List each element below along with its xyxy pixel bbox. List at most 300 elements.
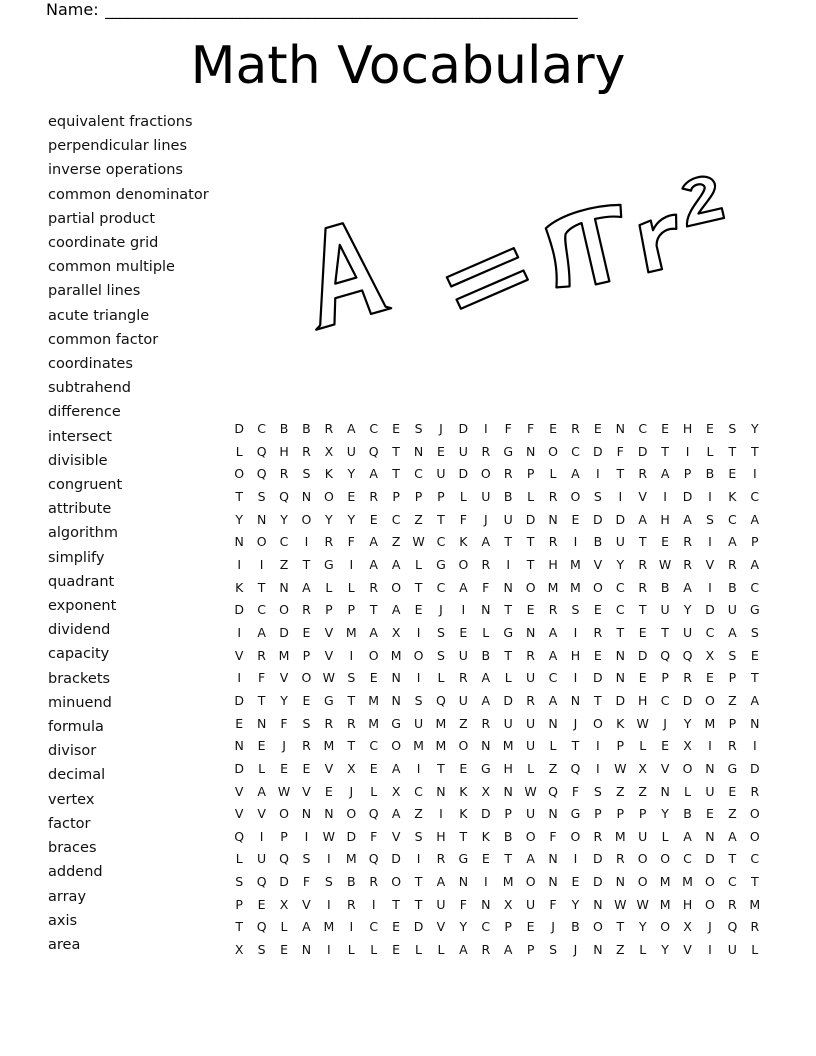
grid-cell: A [503, 942, 513, 958]
grid-cell: V [324, 647, 334, 663]
grid-cell: I [708, 942, 712, 958]
grid-cell: T [414, 579, 423, 595]
grid-cell: R [728, 556, 737, 572]
grid-cell: I [349, 647, 354, 663]
grid-cell: R [593, 624, 603, 640]
grid-cell: C [369, 421, 379, 436]
grid-cell: I [663, 488, 667, 504]
grid-cell: P [594, 806, 602, 822]
grid-cell: V [234, 806, 244, 822]
grid-cell: S [571, 602, 580, 618]
grid-cell: A [728, 534, 737, 550]
grid-cell: I [416, 851, 421, 867]
grid-cell: T [437, 760, 445, 776]
word-list-item: axis [48, 912, 78, 929]
grid-cell: E [436, 443, 445, 459]
grid-cell: X [391, 624, 401, 640]
grid-cell: I [461, 602, 466, 618]
word-list-item: quadrant [48, 573, 115, 590]
grid-cell: N [256, 715, 267, 731]
grid-cell: D [346, 828, 357, 844]
pi-r-squared-glyph [539, 175, 732, 293]
grid-cell: E [481, 851, 490, 867]
grid-cell: T [392, 466, 400, 482]
grid-cell: T [347, 738, 356, 754]
grid-cell: M [659, 874, 671, 890]
grid-cell: A [369, 466, 378, 482]
grid-cell: P [392, 488, 400, 504]
grid-cell: N [481, 896, 491, 912]
grid-cell: A [481, 670, 491, 686]
grid-cell: A [257, 624, 266, 640]
grid-cell: W [636, 896, 649, 912]
grid-cell: C [705, 624, 715, 640]
name-blank-line: _______________________________________________________________ [104, 0, 578, 19]
grid-cell: I [327, 942, 331, 958]
grid-cell: F [302, 874, 311, 890]
grid-cell: I [506, 556, 511, 572]
grid-cell: U [526, 806, 536, 822]
grid-cell: I [259, 828, 264, 844]
word-list-item: congruent [48, 477, 123, 494]
grid-cell: J [573, 715, 578, 731]
grid-cell: P [437, 488, 445, 504]
grid-cell: B [346, 874, 356, 890]
grid-cell: N [301, 488, 312, 504]
grid-cell: Z [615, 783, 625, 799]
grid-cell: C [638, 421, 648, 436]
word-list-item: factor [48, 815, 91, 832]
grid-cell: G [570, 806, 581, 822]
grid-cell: E [593, 421, 602, 436]
grid-cell: R [750, 783, 760, 799]
grid-cell: E [526, 919, 535, 935]
grid-cell: R [324, 715, 334, 731]
grid-cell: E [369, 670, 378, 686]
grid-cell: I [483, 874, 488, 890]
grid-cell: N [458, 874, 469, 890]
grid-cell: T [638, 602, 647, 618]
grid-cell: I [237, 670, 242, 686]
grid-cell: I [573, 670, 578, 686]
grid-cell: L [370, 942, 378, 958]
grid-cell: F [571, 783, 580, 799]
grid-cell: I [708, 579, 712, 595]
grid-cell: M [323, 738, 335, 754]
grid-cell: S [257, 488, 266, 504]
grid-cell: J [349, 783, 354, 799]
word-list-item: simplify [48, 549, 105, 566]
grid-cell: Q [256, 919, 267, 935]
grid-cell: B [481, 647, 491, 663]
grid-cell: R [436, 851, 446, 867]
word-search-grid [228, 418, 766, 962]
grid-cell: H [279, 443, 289, 459]
grid-cell: D [593, 851, 603, 867]
grid-cell: C [750, 488, 760, 504]
grid-cell: K [459, 783, 468, 799]
grid-cell: D [615, 511, 626, 527]
grid-cell: H [503, 760, 513, 776]
grid-cell: I [596, 738, 600, 754]
grid-cell: N [436, 783, 446, 799]
word-list-item: attribute [48, 501, 112, 518]
grid-cell: R [750, 919, 760, 935]
grid-cell: E [571, 874, 580, 890]
grid-cell: J [708, 919, 712, 935]
grid-cell: Y [616, 556, 625, 572]
grid-cell: U [257, 851, 267, 867]
grid-cell: D [391, 851, 401, 867]
grid-cell: U [503, 715, 513, 731]
grid-cell: N [503, 579, 513, 595]
grid-cell: C [615, 602, 625, 618]
word-list-item: difference [48, 404, 121, 421]
grid-cell: E [369, 760, 378, 776]
grid-cell: V [660, 760, 670, 776]
grid-cell: I [483, 421, 488, 436]
grid-cell: I [573, 851, 578, 867]
grid-cell: S [436, 647, 445, 663]
grid-cell: N [503, 783, 513, 799]
grid-cell: P [302, 647, 311, 663]
grid-cell: O [346, 806, 357, 822]
grid-cell: L [235, 851, 243, 867]
grid-cell: T [257, 579, 266, 595]
grid-cell: W [412, 534, 425, 550]
grid-cell: P [280, 828, 288, 844]
grid-cell: X [234, 942, 244, 958]
grid-cell: S [302, 466, 311, 482]
grid-cell: C [660, 692, 670, 708]
grid-cell: A [660, 466, 670, 482]
grid-cell: G [324, 692, 334, 708]
grid-cell: L [415, 942, 423, 958]
grid-cell: F [527, 421, 535, 436]
grid-cell: A [548, 692, 558, 708]
grid-cell: C [615, 579, 625, 595]
grid-cell: V [683, 942, 692, 958]
grid-cell: I [685, 443, 690, 459]
grid-cell: O [279, 602, 289, 618]
grid-cell: U [727, 602, 737, 618]
grid-cell: M [345, 624, 357, 640]
grid-cell: V [234, 783, 244, 799]
grid-cell: U [436, 466, 446, 482]
grid-cell: S [593, 783, 602, 799]
grid-cell: B [728, 579, 737, 595]
word-list [48, 110, 248, 957]
grid-cell: U [526, 896, 536, 912]
grid-cell: E [302, 692, 311, 708]
word-list-item: acute triangle [48, 307, 150, 324]
grid-cell: R [526, 692, 535, 708]
grid-cell: A [683, 511, 692, 527]
grid-cell: L [347, 579, 355, 595]
grid-cell: E [392, 421, 401, 436]
grid-cell: Z [391, 534, 401, 550]
grid-cell: O [749, 828, 760, 844]
grid-cell: M [659, 896, 671, 912]
grid-cell: V [257, 806, 266, 822]
grid-cell: A [459, 579, 468, 595]
word-list-item: algorithm [48, 525, 118, 542]
grid-cell: R [593, 828, 603, 844]
grid-cell: N [234, 738, 244, 754]
grid-cell: S [728, 647, 737, 663]
grid-cell: X [346, 760, 356, 776]
grid-cell: P [616, 806, 625, 822]
grid-cell: J [282, 738, 286, 754]
grid-cell: E [593, 602, 602, 618]
grid-cell: S [750, 624, 759, 640]
word-list-item: array [48, 888, 87, 905]
grid-cell: E [459, 760, 468, 776]
grid-cell: L [258, 760, 266, 776]
grid-cell: F [347, 534, 355, 550]
grid-cell: N [413, 443, 424, 459]
grid-cell: Q [436, 692, 446, 708]
grid-cell: S [257, 942, 266, 958]
grid-cell: D [593, 670, 603, 686]
grid-cell: R [481, 715, 491, 731]
word-list-item: vertex [48, 791, 95, 808]
grid-cell: Z [414, 511, 423, 527]
grid-cell: R [683, 534, 692, 550]
grid-cell: T [661, 624, 669, 640]
grid-cell: O [592, 579, 603, 595]
grid-cell: Q [256, 874, 267, 890]
grid-cell: S [593, 488, 602, 504]
grid-cell: A [571, 466, 580, 482]
grid-cell: I [416, 760, 421, 776]
grid-cell: O [480, 466, 491, 482]
grid-cell: N [593, 942, 603, 958]
grid-cell: L [280, 919, 288, 935]
grid-cell: M [704, 715, 716, 731]
grid-cell: M [749, 896, 761, 912]
grid-cell: T [347, 692, 356, 708]
grid-cell: F [459, 896, 467, 912]
grid-cell: A [728, 624, 737, 640]
grid-cell: O [637, 874, 648, 890]
grid-cell: A [391, 556, 401, 572]
grid-cell: O [525, 874, 536, 890]
grid-cell: D [413, 919, 424, 935]
grid-cell: N [256, 511, 267, 527]
grid-cell: E [549, 421, 557, 436]
grid-cell: Z [615, 942, 625, 958]
grid-cell: U [526, 670, 536, 686]
grid-cell: N [615, 670, 625, 686]
grid-cell: S [414, 828, 423, 844]
grid-cell: N [525, 624, 536, 640]
grid-cell: N [391, 670, 401, 686]
grid-cell: O [368, 647, 379, 663]
grid-cell: U [436, 896, 446, 912]
grid-cell: C [257, 421, 266, 436]
grid-cell: D [749, 760, 760, 776]
grid-cell: Y [347, 466, 356, 482]
grid-cell: A [369, 556, 378, 572]
grid-cell: P [661, 670, 669, 686]
grid-cell: U [526, 715, 536, 731]
grid-cell: J [439, 421, 443, 436]
grid-cell: E [750, 647, 759, 663]
grid-cell: N [481, 602, 491, 618]
grid-cell: N [615, 647, 625, 663]
grid-cell: G [727, 760, 738, 776]
grid-cell: N [391, 692, 401, 708]
grid-cell: A [683, 579, 692, 595]
grid-cell: Q [682, 647, 693, 663]
grid-cell: D [234, 760, 245, 776]
grid-cell: N [548, 874, 558, 890]
grid-cell: H [436, 828, 446, 844]
grid-cell: O [592, 919, 603, 935]
grid-cell: E [728, 783, 737, 799]
grid-cell: F [280, 715, 288, 731]
grid-cell: Y [638, 919, 647, 935]
grid-cell: N [615, 421, 625, 436]
grid-cell: E [257, 896, 266, 912]
grid-cell: P [728, 670, 737, 686]
grid-cell: T [459, 828, 468, 844]
grid-cell: Y [661, 806, 669, 822]
grid-cell: E [728, 466, 737, 482]
grid-cell: V [279, 670, 289, 686]
grid-cell: Y [280, 692, 288, 708]
grid-cell: E [280, 942, 288, 958]
grid-cell: K [616, 715, 625, 731]
grid-cell: I [416, 670, 421, 686]
grid-cell: P [414, 488, 423, 504]
word-list-item: divisible [48, 452, 108, 469]
grid-cell: C [548, 670, 558, 686]
grid-cell: I [708, 738, 712, 754]
grid-cell: X [391, 783, 401, 799]
grid-cell: J [439, 602, 443, 618]
grid-cell: P [235, 896, 243, 912]
grid-cell: T [750, 874, 759, 890]
grid-cell: N [705, 760, 715, 776]
name-label: Name: [46, 0, 99, 19]
grid-cell: O [391, 874, 402, 890]
grid-cell: L [415, 556, 423, 572]
grid-cell: C [257, 602, 266, 618]
grid-cell: T [369, 602, 378, 618]
grid-cell: N [301, 942, 312, 958]
grid-cell: M [345, 851, 357, 867]
grid-cell: T [235, 488, 244, 504]
word-list-item: dividend [48, 622, 111, 639]
grid-cell: M [435, 715, 447, 731]
grid-cell: O [234, 466, 245, 482]
grid-cell: R [369, 488, 379, 504]
grid-cell: O [705, 874, 715, 890]
grid-cell: H [637, 692, 648, 708]
word-list-item: inverse operations [48, 162, 183, 179]
grid-cell: U [615, 534, 625, 550]
grid-cell: C [728, 874, 737, 890]
grid-cell: N [234, 534, 244, 550]
grid-cell: I [304, 828, 309, 844]
grid-cell: S [549, 942, 557, 958]
grid-cell: G [391, 715, 401, 731]
grid-cell: V [324, 624, 334, 640]
grid-cell: R [279, 466, 289, 482]
grid-cell: N [279, 579, 289, 595]
grid-cell: E [392, 942, 401, 958]
grid-cell: Y [750, 421, 759, 436]
grid-cell: P [526, 466, 535, 482]
grid-cell: C [414, 783, 423, 799]
grid-cell: V [593, 556, 603, 572]
grid-cell: G [436, 556, 446, 572]
grid-cell: T [392, 896, 400, 912]
grid-cell: D [279, 624, 289, 640]
grid-cell: A [369, 534, 378, 550]
grid-cell: D [279, 874, 289, 890]
grid-cell: E [347, 488, 356, 504]
grid-cell: F [549, 896, 557, 912]
grid-cell: F [459, 511, 467, 527]
grid-cell: L [370, 783, 378, 799]
grid-cell: E [638, 670, 647, 686]
grid-cell: R [548, 488, 558, 504]
grid-cell: D [593, 874, 603, 890]
grid-cell: A [481, 692, 491, 708]
grid-cell: L [706, 443, 714, 459]
grid-cell: L [639, 942, 647, 958]
grid-cell: M [368, 692, 380, 708]
grid-cell: R [302, 443, 311, 459]
grid-cell: C [414, 466, 423, 482]
grid-cell: U [705, 783, 715, 799]
grid-cell: F [549, 828, 557, 844]
grid-cell: U [503, 511, 513, 527]
grid-cell: O [548, 443, 558, 459]
grid-cell: R [615, 851, 625, 867]
grid-cell: D [234, 421, 245, 436]
grid-cell: O [660, 919, 671, 935]
word-list-item: perpendicular lines [48, 138, 188, 155]
grid-cell: M [570, 579, 581, 595]
grid-cell: H [570, 647, 581, 663]
grid-cell: D [503, 692, 514, 708]
grid-cell: I [573, 534, 578, 550]
grid-cell: T [594, 692, 602, 708]
grid-cell: F [504, 421, 512, 436]
grid-cell: A [750, 511, 760, 527]
grid-cell: O [279, 806, 289, 822]
grid-cell: V [705, 556, 715, 572]
grid-cell: M [570, 556, 581, 572]
grid-cell: G [503, 443, 514, 459]
word-list-item: divisor [48, 743, 97, 760]
grid-cell: M [323, 919, 335, 935]
grid-cell: X [683, 919, 692, 935]
grid-cell: Y [325, 511, 333, 527]
grid-cell: T [392, 443, 400, 459]
grid-cell: Q [256, 466, 267, 482]
grid-cell: G [324, 556, 334, 572]
grid-cell: O [256, 534, 267, 550]
grid-cell: E [638, 624, 647, 640]
grid-cell: V [302, 896, 311, 912]
grid-cell: T [750, 443, 759, 459]
grid-cell: Y [459, 919, 468, 935]
